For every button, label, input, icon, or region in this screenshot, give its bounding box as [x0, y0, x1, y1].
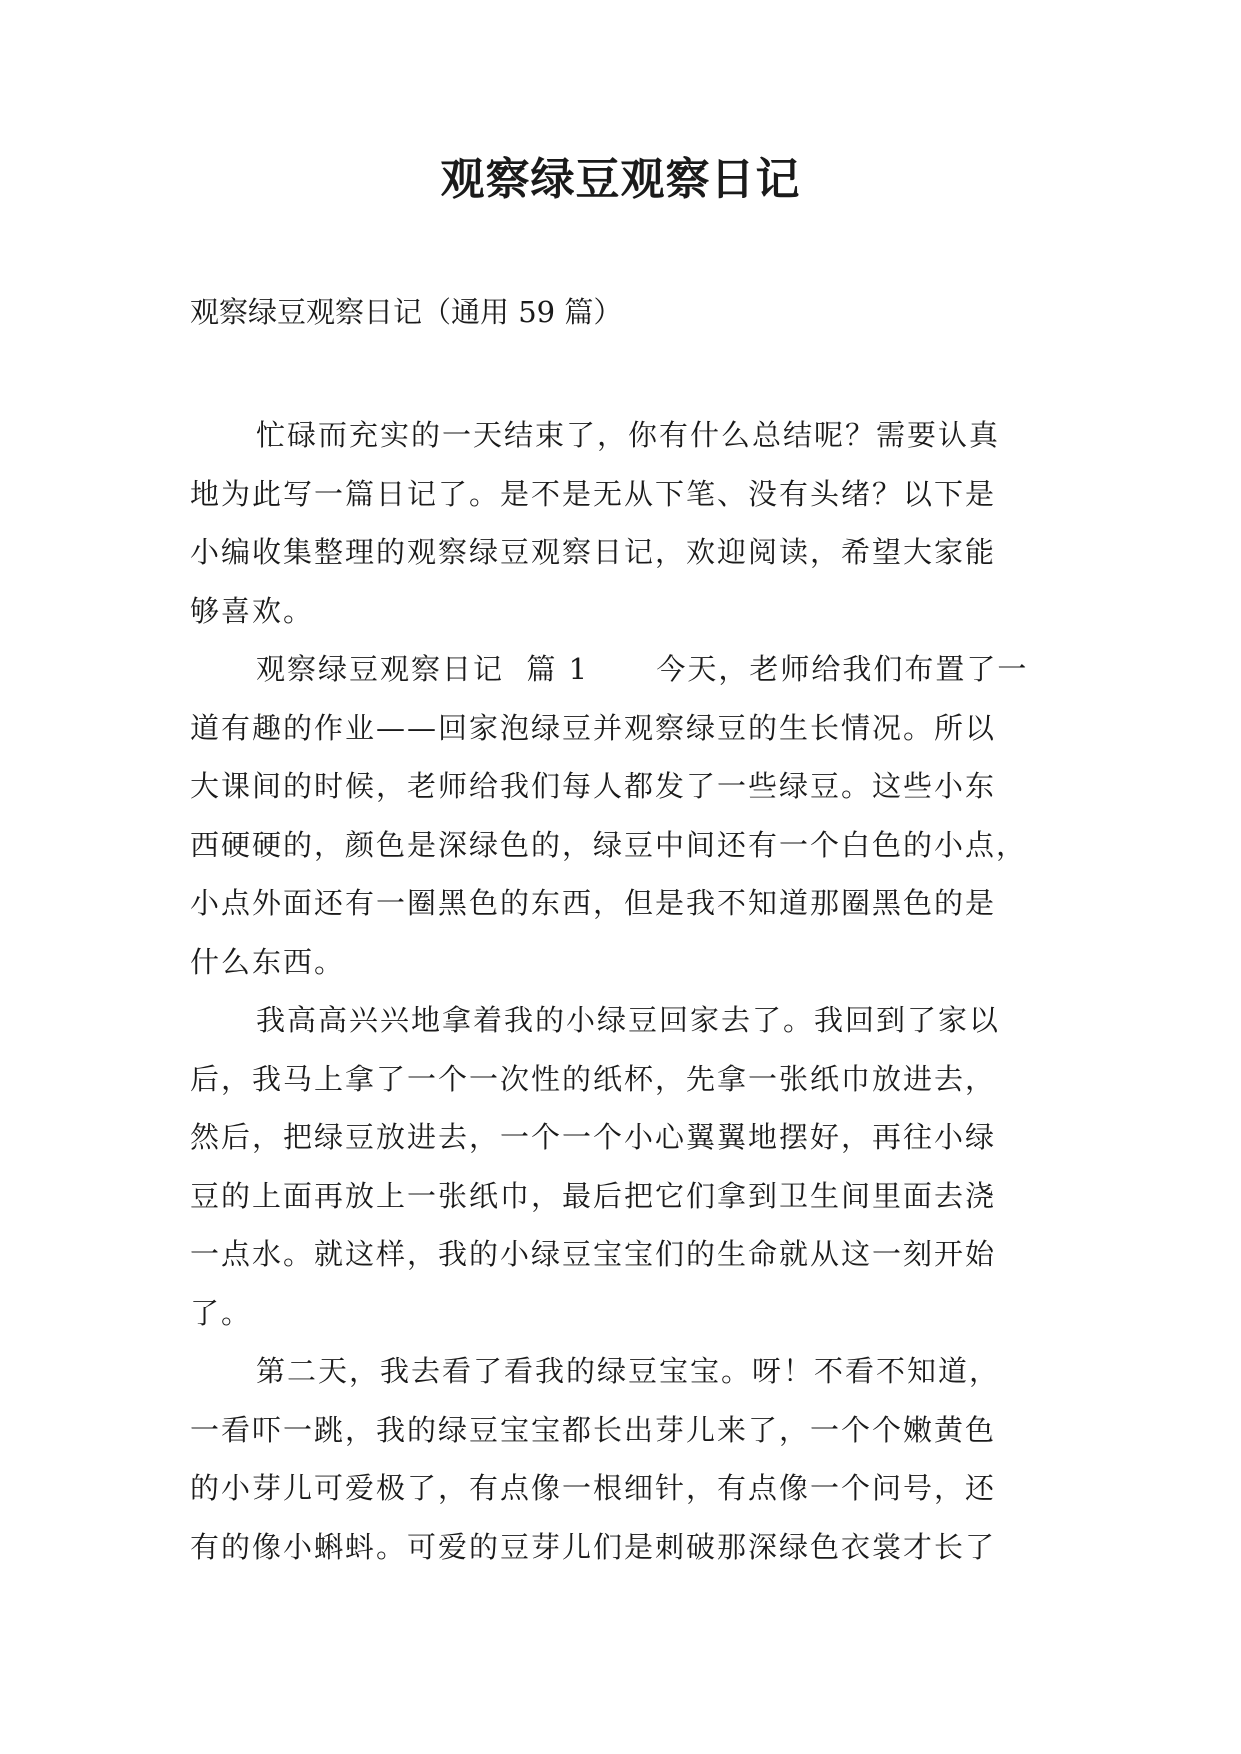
- text-line: 观察绿豆观察日记 篇 1 今天，老师给我们布置了一: [256, 652, 1029, 686]
- text-line: 忙碌而充实的一天结束了，你有什么总结呢？需要认真: [256, 418, 1001, 452]
- text-line: 豆的上面再放上一张纸巾，最后把它们拿到卫生间里面去浇: [190, 1178, 997, 1213]
- text-line: 然后，把绿豆放进去，一个一个小心翼翼地摆好，再往小绿: [190, 1120, 997, 1154]
- document-body: [190, 406, 1060, 1576]
- text-line: 后，我马上拿了一个一次性的纸杯，先拿一张纸巾放进去，: [190, 1061, 997, 1096]
- text-line: 有的像小蝌蚪。可爱的豆芽儿们是刺破那深绿色衣裳才长了: [190, 1529, 997, 1564]
- text-line: 一看吓一跳，我的绿豆宝宝都长出芽儿来了，一个个嫩黄色: [190, 1412, 997, 1447]
- paragraph-intro: [190, 406, 1060, 640]
- text-line: 够喜欢。: [190, 593, 315, 628]
- text-line: 大课间的时候，老师给我们每人都发了一些绿豆。这些小东: [190, 769, 997, 803]
- paragraph-second-day: [190, 1342, 1060, 1576]
- text-line: 的小芽儿可爱极了，有点像一根细针，有点像一个问号，还: [190, 1471, 997, 1505]
- text-line: 小编收集整理的观察绿豆观察日记，欢迎阅读，希望大家能: [190, 535, 997, 569]
- text-line: 地为此写一篇日记了。是不是无从下笔、没有头绪？以下是: [190, 476, 997, 511]
- paragraph-going-home: [190, 991, 1060, 1342]
- text-line: 西硬硬的，颜色是深绿色的，绿豆中间还有一个白色的小点，: [190, 827, 1028, 862]
- text-line: 一点水。就这样，我的小绿豆宝宝们的生命就从这一刻开始: [190, 1237, 997, 1271]
- paragraph-entry-1: [190, 640, 1060, 991]
- text-line: 第二天，我去看了看我的绿豆宝宝。呀！不看不知道，: [256, 1354, 1001, 1388]
- text-line: 什么东西。: [190, 944, 346, 979]
- text-line: 我高高兴兴地拿着我的小绿豆回家去了。我回到了家以: [256, 1003, 1001, 1037]
- text-line: 了。: [190, 1295, 253, 1330]
- page-title: 观察绿豆观察日记: [440, 154, 801, 205]
- text-line: 道有趣的作业——回家泡绿豆并观察绿豆的生长情况。所以: [190, 710, 997, 745]
- text-line: 小点外面还有一圈黑色的东西，但是我不知道那圈黑色的是: [190, 886, 997, 920]
- document-subtitle: 观察绿豆观察日记（通用 59 篇）: [190, 295, 623, 329]
